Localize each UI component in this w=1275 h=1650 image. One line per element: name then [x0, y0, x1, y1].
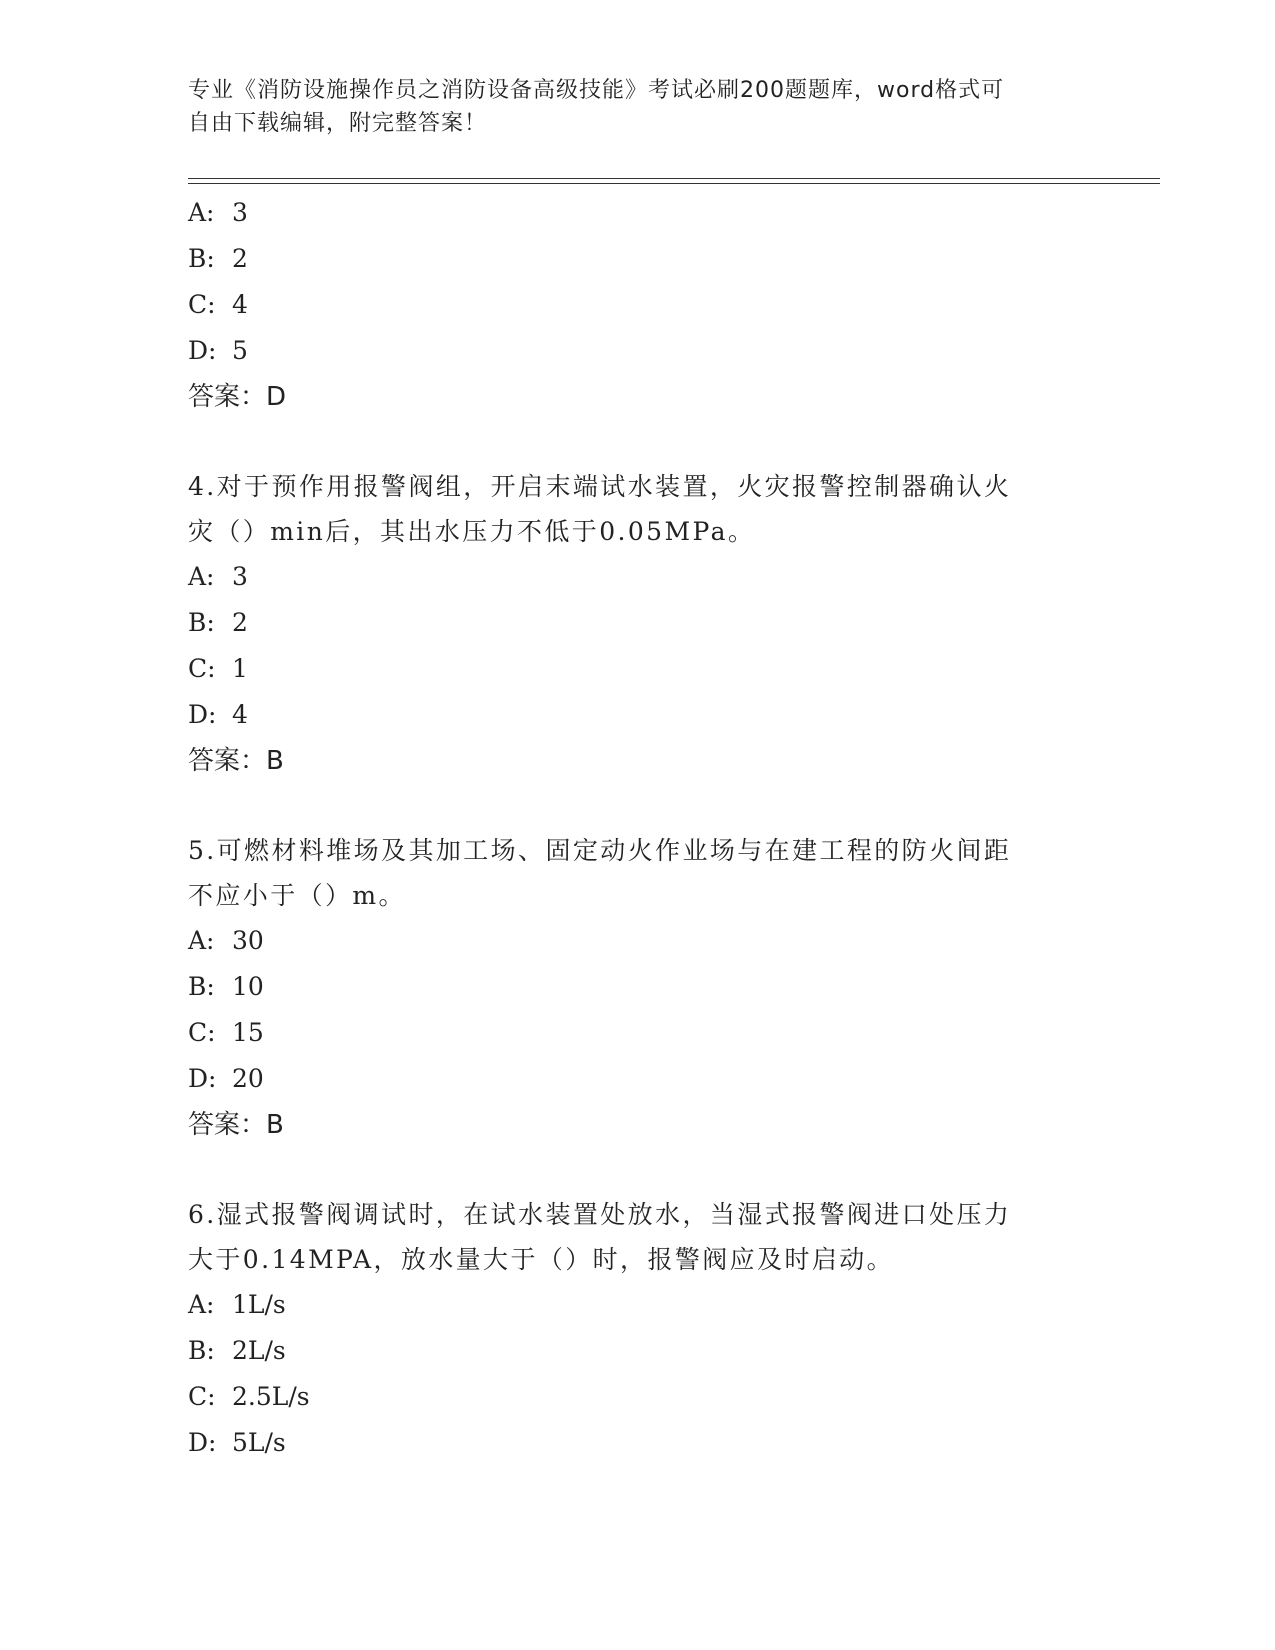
question-6 — [188, 1192, 1088, 1466]
option-a: A: 3 — [188, 198, 248, 227]
document-header — [188, 74, 1068, 140]
answer-line: 答案：B — [188, 746, 284, 776]
question-4 — [188, 464, 1088, 784]
answer-line: 答案：D — [188, 382, 287, 412]
question-4-text: 4.对于预作用报警阀组，开启末端试水装置，火灾报警控制器确认火 灾（）min后，其出水压力不低于0.05MPa。 — [188, 472, 1012, 546]
option-b: B: 10 — [188, 972, 264, 1001]
question-5-text: 5.可燃材料堆场及其加工场、固定动火作业场与在建工程的防火间距 不应小于（）m。 — [188, 836, 1012, 910]
option-b: B: 2 — [188, 608, 248, 637]
option-d: D: 5L/s — [188, 1428, 286, 1457]
question-6-text: 6.湿式报警阀调试时，在试水装置处放水，当湿式报警阀进口处压力 大于0.14MPA，放水量大于（）时，报警阀应及时启动。 — [188, 1200, 1012, 1274]
header-rule-bottom — [188, 183, 1160, 184]
document-body — [188, 190, 1088, 1466]
header-line-1: 专业《消防设施操作员之消防设备高级技能》考试必刷200题题库，word格式可 — [188, 78, 1005, 103]
option-c: C: 1 — [188, 654, 248, 683]
option-a: A: 30 — [188, 926, 264, 955]
option-b: B: 2L/s — [188, 1336, 286, 1365]
answer-line: 答案：B — [188, 1110, 284, 1140]
option-b: B: 2 — [188, 244, 248, 273]
option-d: D: 5 — [188, 336, 248, 365]
option-d: D: 4 — [188, 700, 248, 729]
option-c: C: 4 — [188, 290, 248, 319]
option-d: D: 20 — [188, 1064, 264, 1093]
header-line-2: 自由下载编辑，附完整答案！ — [188, 111, 488, 136]
option-c: C: 15 — [188, 1018, 264, 1047]
option-a: A: 1L/s — [188, 1290, 286, 1319]
option-c: C: 2.5L/s — [188, 1382, 310, 1411]
option-a: A: 3 — [188, 562, 248, 591]
question-5 — [188, 828, 1088, 1148]
question-block-continued — [188, 190, 1088, 420]
header-rule-top — [188, 178, 1160, 179]
